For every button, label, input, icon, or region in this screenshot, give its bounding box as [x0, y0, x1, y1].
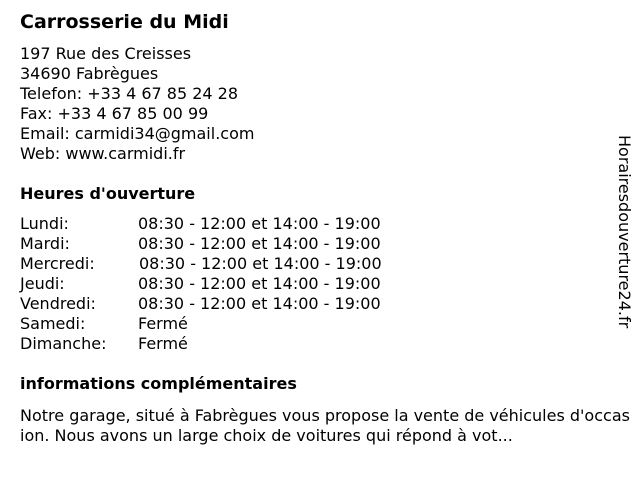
contact-block — [20, 44, 254, 164]
hours-row-friday — [20, 294, 440, 314]
fax-number: Fax: +33 4 67 85 00 99 — [20, 104, 209, 123]
hours-row-saturday — [20, 314, 440, 334]
hours-value: 08:30 - 12:00 et 14:00 - 19:00 — [138, 234, 381, 253]
hours-value: 08:30 - 12:00 et 14:00 - 19:00 — [138, 274, 381, 293]
address-city: 34690 Fabrègues — [20, 64, 159, 83]
address-street: 197 Rue des Creisses — [20, 44, 192, 63]
opening-hours-table — [20, 214, 440, 354]
hours-value: 08:30 - 12:00 et 14:00 - 19:00 — [138, 214, 381, 233]
watermark — [611, 135, 635, 345]
hours-row-tuesday — [20, 234, 440, 254]
additional-info-heading: informations complémentaires — [20, 374, 297, 393]
opening-hours-heading: Heures d'ouverture — [20, 184, 196, 203]
day-label: Lundi: — [20, 214, 69, 233]
hours-row-thursday — [20, 274, 440, 294]
hours-row-wednesday — [20, 254, 440, 274]
hours-value: Fermé — [138, 334, 188, 353]
additional-info-text: Notre garage, situé à Fabrègues vous propose la vente de véhicules d'occasion. Nous avons un large choix de voitures qui répond à vot... — [20, 406, 630, 445]
day-label: Mardi: — [20, 234, 70, 253]
website-address: Web: www.carmidi.fr — [20, 144, 186, 163]
hours-row-sunday — [20, 334, 440, 354]
hours-value: 08:30 - 12:00 et 14:00 - 19:00 — [138, 294, 381, 313]
day-label: Vendredi: — [20, 294, 96, 313]
day-label: Samedi: — [20, 314, 86, 333]
day-label: Mercredi: — [20, 254, 95, 273]
business-name: Carrosserie du Midi — [20, 11, 229, 33]
phone-number: Telefon: +33 4 67 85 24 28 — [20, 84, 239, 103]
watermark-text: Horairesdouverture24.fr — [615, 135, 634, 329]
day-label: Jeudi: — [20, 274, 65, 293]
hours-row-monday — [20, 214, 440, 234]
day-label: Dimanche: — [20, 334, 107, 353]
hours-value: 08:30 - 12:00 et 14:00 - 19:00 — [139, 254, 382, 273]
hours-value: Fermé — [138, 314, 188, 333]
email-address: Email: carmidi34@gmail.com — [20, 124, 255, 143]
